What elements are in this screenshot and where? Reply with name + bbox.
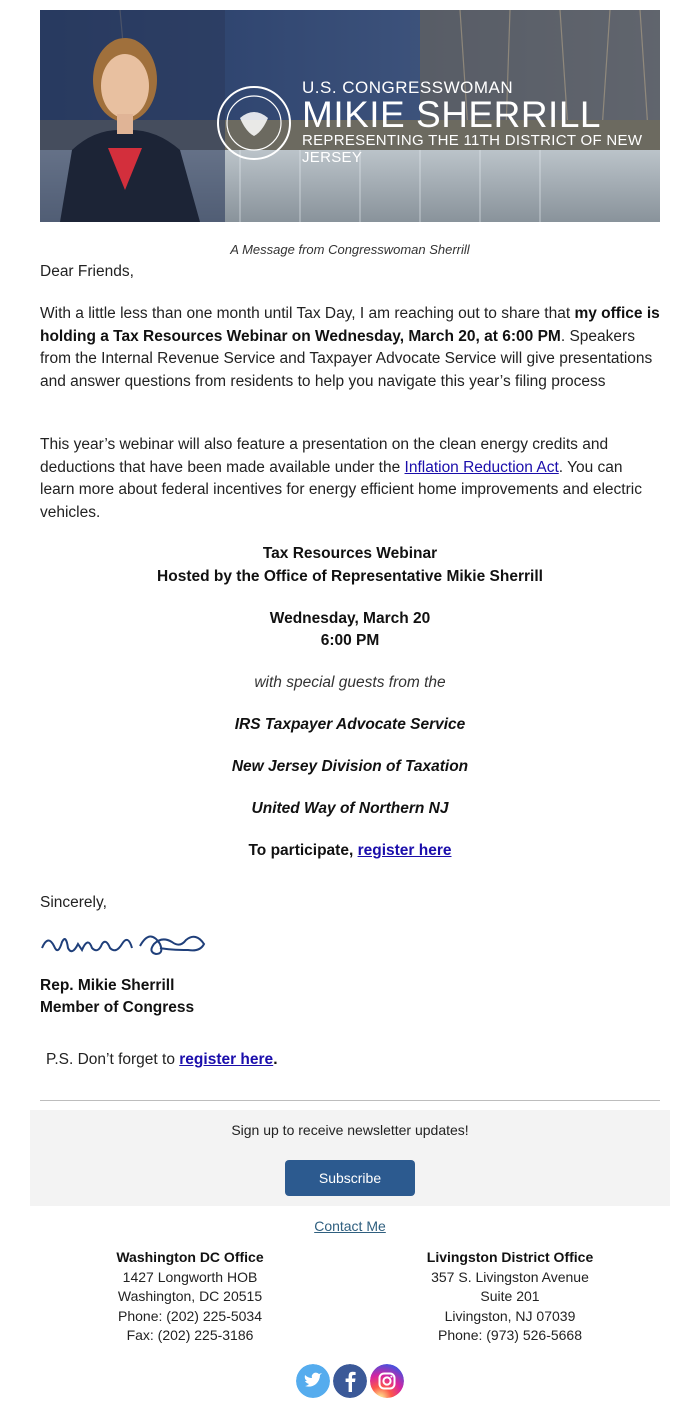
participate-line: To participate, register here [248, 842, 452, 859]
paragraph-intro: With a little less than one month until Tax Day, I am reaching out to share that my office is holding a Tax Resources Webinar on Wednesday, March 20, at 6:00 PM. Speakers from the Internal Revenue Service and Taxpayer Advocate Service will give presentations and answer questions from residents to help you navigate this year’s filing process [40, 305, 660, 390]
register-link[interactable]: register here [357, 842, 452, 859]
instagram-icon[interactable] [370, 1364, 404, 1398]
guest-item: United Way of Northern NJ [251, 800, 449, 817]
office-line: Phone: (973) 526-5668 [438, 1327, 582, 1344]
dc-office [65, 1248, 315, 1346]
header-banner [40, 10, 660, 222]
event-host: Hosted by the Office of Representative Mikie Sherrill [157, 568, 543, 585]
signature-title: Member of Congress [40, 999, 195, 1016]
closing: Sincerely, [40, 894, 107, 911]
signup-text: Sign up to receive newsletter updates! [231, 1122, 469, 1138]
guest-item: New Jersey Division of Taxation [231, 758, 469, 775]
greeting: Dear Friends, [40, 263, 134, 280]
district-office [385, 1248, 635, 1346]
office-line: 1427 Longworth HOB [122, 1268, 258, 1285]
office-line: Phone: (202) 225-5034 [118, 1307, 262, 1324]
twitter-icon[interactable] [296, 1364, 330, 1398]
banner-name: MIKIE SHERRILL [302, 94, 601, 135]
subscribe-button[interactable]: Subscribe [285, 1160, 415, 1196]
office-heading: Livingston District Office [426, 1249, 594, 1265]
office-line: 357 S. Livingston Avenue [431, 1268, 589, 1285]
paragraph-energy: This year’s webinar will also feature a presentation on the clean energy credits and deductions that have been made available under the Inflation Reduction Act. You can learn more about federal incentives for energy efficient home improvements and electric vehicles. [40, 436, 642, 521]
guests-intro: with special guests from the [254, 674, 446, 691]
message-caption: A Message from Congresswoman Sherrill [230, 242, 470, 257]
signature-image [40, 926, 210, 962]
facebook-icon[interactable] [333, 1364, 367, 1398]
postscript: P.S. Don’t forget to register here. [46, 1051, 278, 1068]
signature-name: Rep. Mikie Sherrill [40, 977, 175, 994]
inflation-reduction-act-link[interactable]: Inflation Reduction Act [404, 458, 559, 476]
ps-register-link[interactable]: register here [179, 1051, 274, 1068]
banner-district: REPRESENTING THE 11TH DISTRICT OF NEW JERSEY [302, 132, 643, 166]
divider [40, 1100, 660, 1101]
office-line: Fax: (202) 225-3186 [126, 1327, 254, 1344]
guest-item: IRS Taxpayer Advocate Service [234, 716, 466, 733]
event-date: Wednesday, March 20 [269, 610, 431, 627]
contact-me-link[interactable]: Contact Me [314, 1218, 386, 1234]
office-heading: Washington DC Office [116, 1249, 264, 1265]
event-title: Tax Resources Webinar [262, 545, 438, 562]
newsletter-signup [30, 1110, 670, 1206]
office-line: Livingston, NJ 07039 [444, 1307, 576, 1324]
banner-subtitle: U.S. CONGRESSWOMAN [302, 78, 514, 97]
office-line: Washington, DC 20515 [117, 1288, 263, 1305]
event-time: 6:00 PM [320, 632, 380, 649]
contact-row [40, 1218, 660, 1234]
office-line: Suite 201 [480, 1288, 540, 1305]
